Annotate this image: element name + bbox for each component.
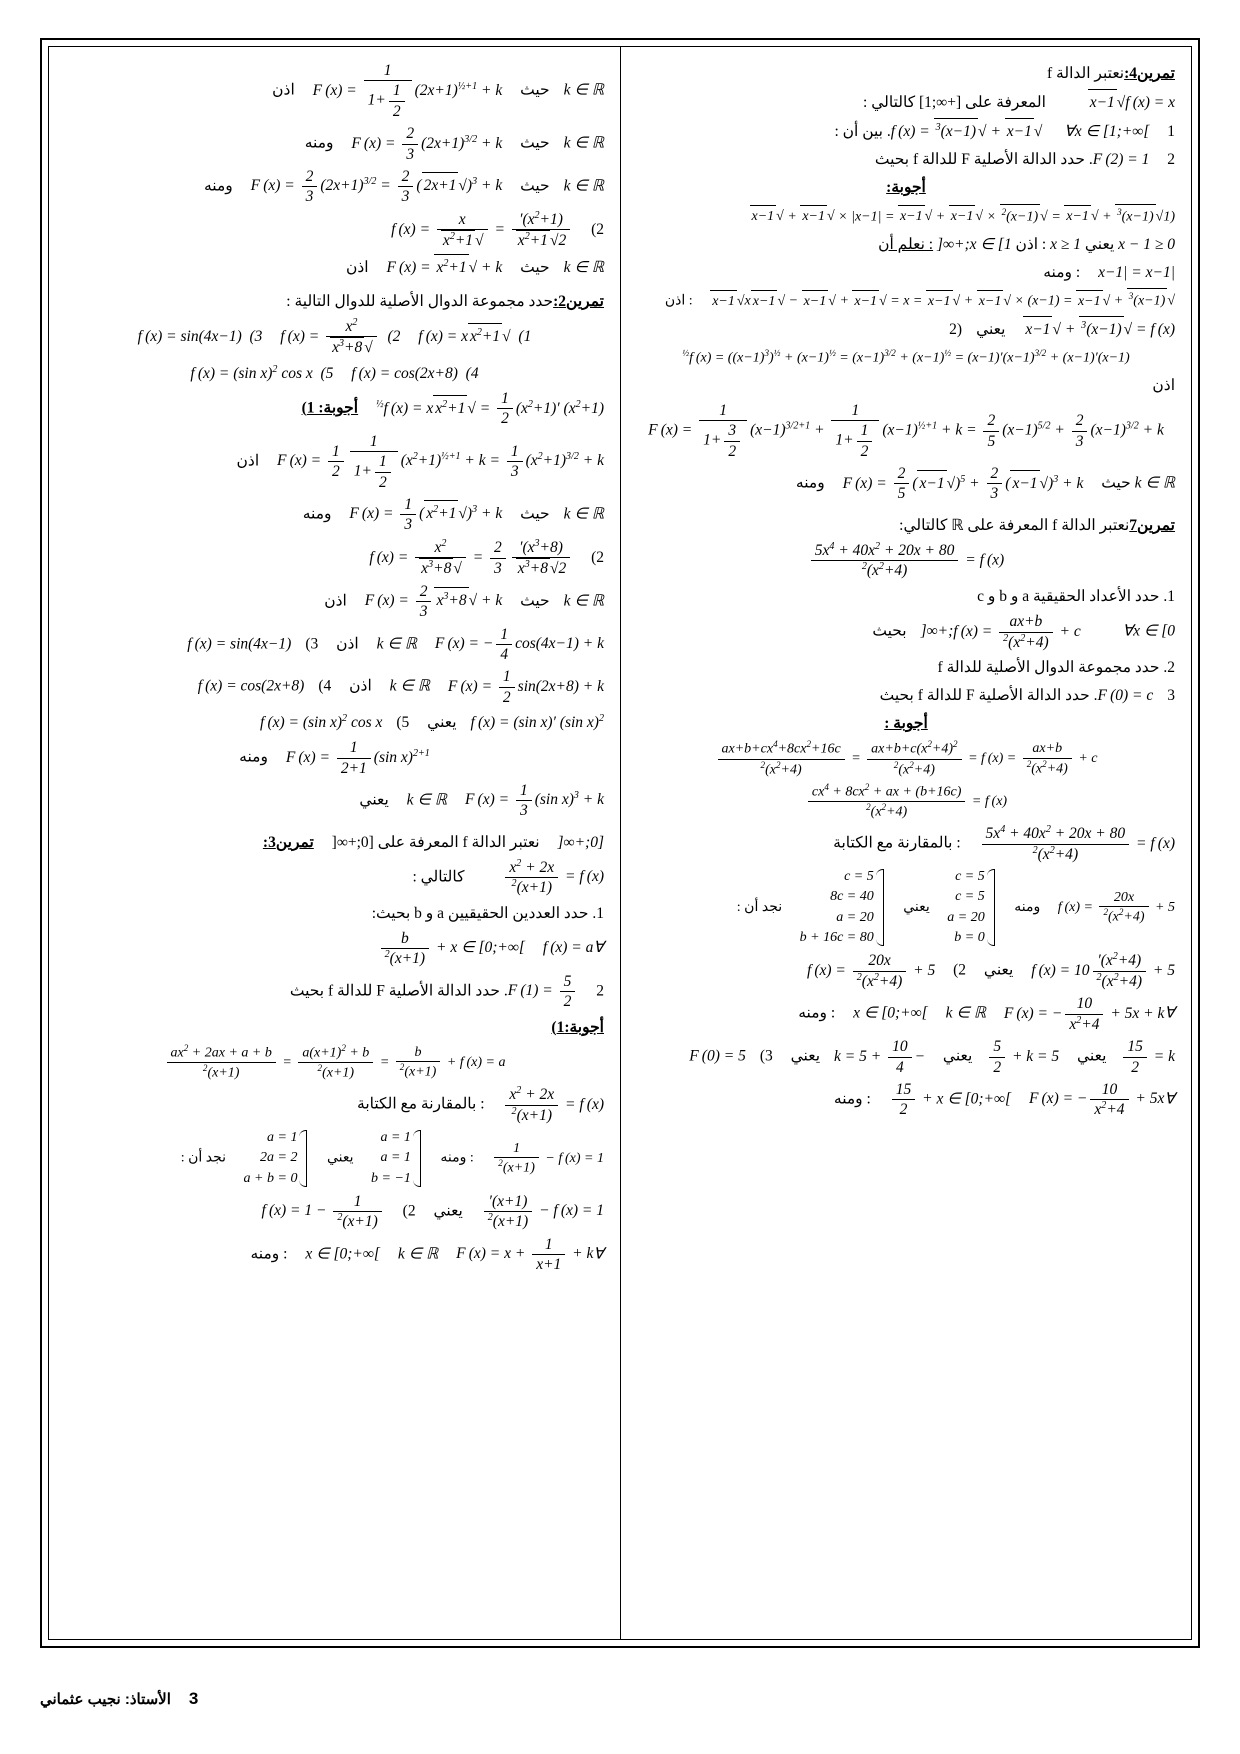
ex3-formula-line: f (x) = $\frac{x^2 + 2x}{(x+1)^2}$ كالتالي : [412,857,604,897]
column-left [49,47,620,1639]
ex7-title: تمرين7 [1129,516,1175,534]
ex4-answer-1d: $√(x-1)^3 + √x-1 = (x-1) \times √x-1 + √x-1 = x√x-1 - √x-1 + √x-1 = x√x-1$ : اذن [637,288,1175,313]
ex2-answer-5: f (x) = (sin x)′ (sin x)$^2$يعني f (x) = (sin x)$^2$ cos x (5 [260,712,604,732]
page-inner-frame [48,46,1192,1640]
ex7-question-3: F (0) = c3. حدد الدالة الأصلية F للدالة f بحيث [879,687,1175,705]
ex7-compare: f (x) = $\frac{5x^4 + 40x^2 + 20x + 80}{(x^2+4)^2}$ : بالمقارنة مع الكتابة [833,823,1175,863]
ex4-answer-1b: x − 1 ≥ 0 يعني x ≥ 1 : اذن x ∈ [1;+∞[ : نعلم أن [878,235,1175,253]
ex7-question-1: 1. حدد الأعداد الحقيقية a و b و c [977,588,1175,606]
ex7-question-1b: f (x) = $\frac{ax+b}{(x^2+4)^2}$ + c ∀x ∈ [0;+∞[بحيث [872,613,1175,651]
ex4-answer-1a: ($1√(x-1)^3 + √x-1 = √(x-1)^2 \times √x-1 + √x-1 = |x-1| \times √x-1 + √x-1$ [637,204,1175,229]
ex3-question-1: 1. حدد العددين الحقيقيين a و b بحيث: [371,904,604,922]
ex4-defined-text: المعرفة على [+∞;1] كالتالي : [863,94,1046,112]
ex2-title: تمرين2: [553,292,604,310]
ex2-intro: حدد مجموعة الدوال الأصلية للدوال التالية : [286,292,554,310]
ex4-title: تمرين4: [1124,65,1175,82]
ex3-answer-2b: ∀x ∈ [0;+∞[ k ∈ ℝ F (x) = x + $\frac{1}{x+1}$ + k : ومنه [250,1235,604,1274]
ex2-answer-5c: k ∈ ℝ F (x) = $\frac{1}{3}$ (sin x)$^3$ + k يعني [359,781,604,820]
left-top-line1: k ∈ ℝحيث F (x) = 1 $\frac{1}{2}$ +1 $(2x+1)^{\frac{1}{2}+1} + k$ اذن [272,62,604,120]
left-top-line3: k ∈ ℝحيث F (x) = $\frac{2}{3}$ $(2x+1)^{3/2}$ = $\frac{2}{3}$ ( √2x+1 )$^3$ + k ومنه [204,167,604,206]
ex4-intro: نعتبر الدالة f [1047,65,1125,82]
ex4-answers-title: أجوبة: [886,179,926,197]
ex7-answer-final: ∀x ∈ [0;+∞[ F (x) = − $\frac{10}{x^2+4}$ + 5x + $\frac{15}{2}$ : ومنه [833,1080,1175,1119]
footer-author: الأستاذ: نجيب عثماني [40,1691,171,1708]
ex4-heading [637,61,1175,86]
ex3-answers-title: أجوبة:1) [551,1018,604,1036]
page-frame [40,38,1200,1648]
ex3-brace-left: a = 1 2a = 2 a + b = 0 [244,1128,310,1189]
ex4-answer-2c-label: اذن [1152,376,1175,394]
ex4-formula: f (x) = x√x−1 [1088,94,1175,111]
ex4-q1-text: 1. بين أن : [834,123,1175,141]
ex3-question-1b: ∀x ∈ [0;+∞[ f (x) = a + $\frac{b}{(x+1)^2}$ [65,929,604,969]
ex2-items-row2: f (x) = (sin x)$^2$ cos x (5 f (x) = cos(2x+8) (4 [190,363,479,382]
ex4-question-2 [637,147,1175,172]
ex3-answer-1: f (x) = a + $\frac{b}{(x+1)^2}$ = $\frac{a(x+1)^2 + b}{(x+1)^2}$ = $\frac{ax^2 + 2ax + a + b}{(x+1)^2}$ [65,1043,604,1082]
footer-page-number: 3 [188,1689,199,1708]
ex7-answer-line1: f (x) = $\frac{ax+b}{(x^2+4)^2}$ + c = $\frac{ax+b+c(x^2+4)^2}{(x^2+4)^2}$ = $\frac{ax+b+cx^4+8cx^2+16c}{(x^2+4)^2}$ [637,739,1175,778]
ex4-answer-2c: F (x) = 1 $\frac{3}{2}$ +1 $(x-1)^{3/2+1}$ + 1 $\frac{1}{2}$ +1 $(x-1)^{\frac{1}{2}+1} + k$ = $\frac{2}{5}$ $(x-1)^{5/2}$ + $\frac{2}{3}$ $(x-1)^{3/2} + k$ [648,401,1164,460]
ex7-answer-line2: f (x) = $\frac{cx^4 + 8cx^2 + ax + (b+16c)}{(x^2+4)^2}$ [637,782,1175,821]
ex7-answer-2b: ∀x ∈ [0;+∞[ k ∈ ℝ F (x) = − $\frac{10}{x^2+4}$ + 5x + k : ومنه [798,995,1175,1033]
ex7-formula: f (x) = $\frac{5x^4 + 40x^2 + 20x + 80}{(x^2+4)^2}$ [637,541,1175,581]
ex7-system: f (x) = $\frac{20x}{(x^2+4)^2}$ + 5 ومنه c = 5 c = 5 a = 20 b = 0 يعني c = 5 8c = 40 a = 20 b + 16c = 80 نجد أن : [637,867,1175,948]
ex3-heading: [0;+∞[ نعتبر الدالة f المعرفة على [0;+∞[ تمرين3: [262,833,604,851]
page-footer [40,1689,1200,1709]
ex7-answers-title: أجوبة : [884,715,928,733]
ex4-q2-text: 2. حدد الدالة الأصلية F للدالة f بحيث [874,151,1175,169]
ex7-brace-right: c = 5 c = 5 a = 20 b = 0 [947,867,996,948]
ex4-question-1 [637,118,1175,144]
ex3-question-2: F (1) = $\frac{5}{2}$ 2. حدد الدالة الأصلية F للدالة f بحيث [289,972,604,1011]
left-top-line4: f (x) = $\frac{x}{√x^2+1}$ = $\frac{(x^2+1)'}{2√x^2+1}$ (2 [391,209,604,250]
ex7-heading [637,513,1175,538]
ex3-system: f (x) = 1 − $\frac{1}{(x+1)^2}$ : ومنه a = 1 a = 1 b = −1 يعني a = 1 2a = 2 a + b = 0 نجد أن : [65,1128,604,1189]
ex3-title: تمرين3: [262,833,314,851]
ex2-answer-1c: k ∈ ℝحيث F (x) = $\frac{1}{3}$ ( $√x^2+1$ )$^3$ + k ومنه [302,495,604,534]
ex2-items-row1: f (x) = sin(4x−1) (3 f (x) = $\frac{x^2}{√8+x^3}$ (2 f (x) = x $√x^2+1$ (1 [137,316,532,357]
ex4-q2-cond: F (2) = 1 [1092,151,1150,169]
ex4-answer-2b: f $(x) = ((x-1)^3)^{\frac{1}{2}} + (x-1)^{\frac{1}{2}} = (x-1)^{3/2} + (x-1)^{\frac{1}{2}} = (x-1)'(x-1)^{3/2} + (x-1)'(x-1)^{\frac{1}{2}}$ [682,347,1130,366]
ex2-answers-title: f (x) = x $√x^2+1$ = $\frac{1}{2}$ $(x^2+1)'$ $(x^2+1)^{\frac{1}{2}}$ أجوبة: 1) [301,390,604,428]
ex3-compare: f (x) = $\frac{x^2 + 2x}{(x+1)^2}$ : بالمقارنة مع الكتابة [357,1084,604,1124]
ex2-answer-1b: F (x) = $\frac{1}{2}$ 1 $\frac{1}{2}$ +1 $(x^2+1)^{\frac{1}{2}+1} + k$ = $\frac{1}{3}$ $(x^2+1)^{3/2} + k$ اذن [236,432,604,491]
ex3-intro: نعتبر الدالة f المعرفة على [0;+∞[ [331,833,540,851]
ex4-answer-2d: k ∈ ℝ حيث F (x) = $\frac{2}{5}$ ( √x−1 )$^5$ + $\frac{2}{3}$ ( √x−1 )$^3$ + k ومنه [795,465,1175,503]
ex3-answer-2: f (x) = 1 − $\frac{(x+1)'}{(x+1)^2}$ يعني f (x) = 1 − $\frac{1}{(x+1)^2}$ (2 [261,1192,604,1231]
ex2-answer-2: f (x) = $\frac{x^2}{√8+x^3}$ = $\frac{2}{3}$ $\frac{(8+x^3)'}{2√8+x^3}$ (2 [369,537,604,578]
ex2-heading [65,289,604,314]
ex7-answer-2: f (x) = 10 $\frac{(x^2+4)'}{(x^2+4)^2}$ + 5 يعني f (x) = $\frac{20x}{(x^2+4)^2}$ + 5 (2 [806,951,1175,990]
ex4-q1-domain: ∀x ∈ [1;+∞[ [1064,123,1150,141]
ex2-answer-5b: F (x) = $\frac{1}{2+1}$ (sin x)$^{2+1}$ ومنه [239,739,430,777]
left-top-line2: k ∈ ℝحيث F (x) = $\frac{2}{3}$ $(2x+1)^{3/2} + k$ ومنه [304,125,604,163]
ex7-brace-left: c = 5 8c = 40 a = 20 b + 16c = 80 [800,867,886,948]
ex4-definition-line [637,89,1175,115]
ex7-question-2: 2. حدد مجموعة الدوال الأصلية للدالة f [937,659,1175,677]
ex7-intro: نعتبر الدالة f المعرفة على ℝ كالتالي: [899,516,1130,534]
ex4-answer-2: f $(x) = √(x-1)^3 + √x-1$ يعني(2 [637,316,1175,342]
ex7-answer-3: k = $\frac{15}{2}$ يعني k = 5 + $\frac{5}{2}$ يعني − $\frac{10}{4}$ + k = 5يعني F (0) = 5 (3 [689,1038,1175,1076]
ex2-answer-4: k ∈ ℝ F (x) = $\frac{1}{2}$ sin(2x+8) + k اذن f (x) = cos(2x+8) (4 [197,668,604,706]
left-top-line5: k ∈ ℝحيث F $(x) = √x^2+1 + k$ اذن [65,254,604,280]
ex4-q1-math: f $(x) = √(x-1)^3 + √x-1$ [891,123,1043,140]
column-right [620,47,1191,1639]
ex4-answer-1c: |x−1| = x−1 : ومنه [1043,263,1175,281]
ex2-answer-2b: k ∈ ℝحيث F (x) = $\frac{2}{3}$ $√8+x^3 + k$ اذن [324,582,604,621]
ex2-answer-3: k ∈ ℝ F (x) = − $\frac{1}{4}$ cos(4x−1) + k اذن f (x) = sin(4x−1) (3 [187,625,604,663]
ex3-brace-right: a = 1 a = 1 b = −1 [371,1128,423,1189]
